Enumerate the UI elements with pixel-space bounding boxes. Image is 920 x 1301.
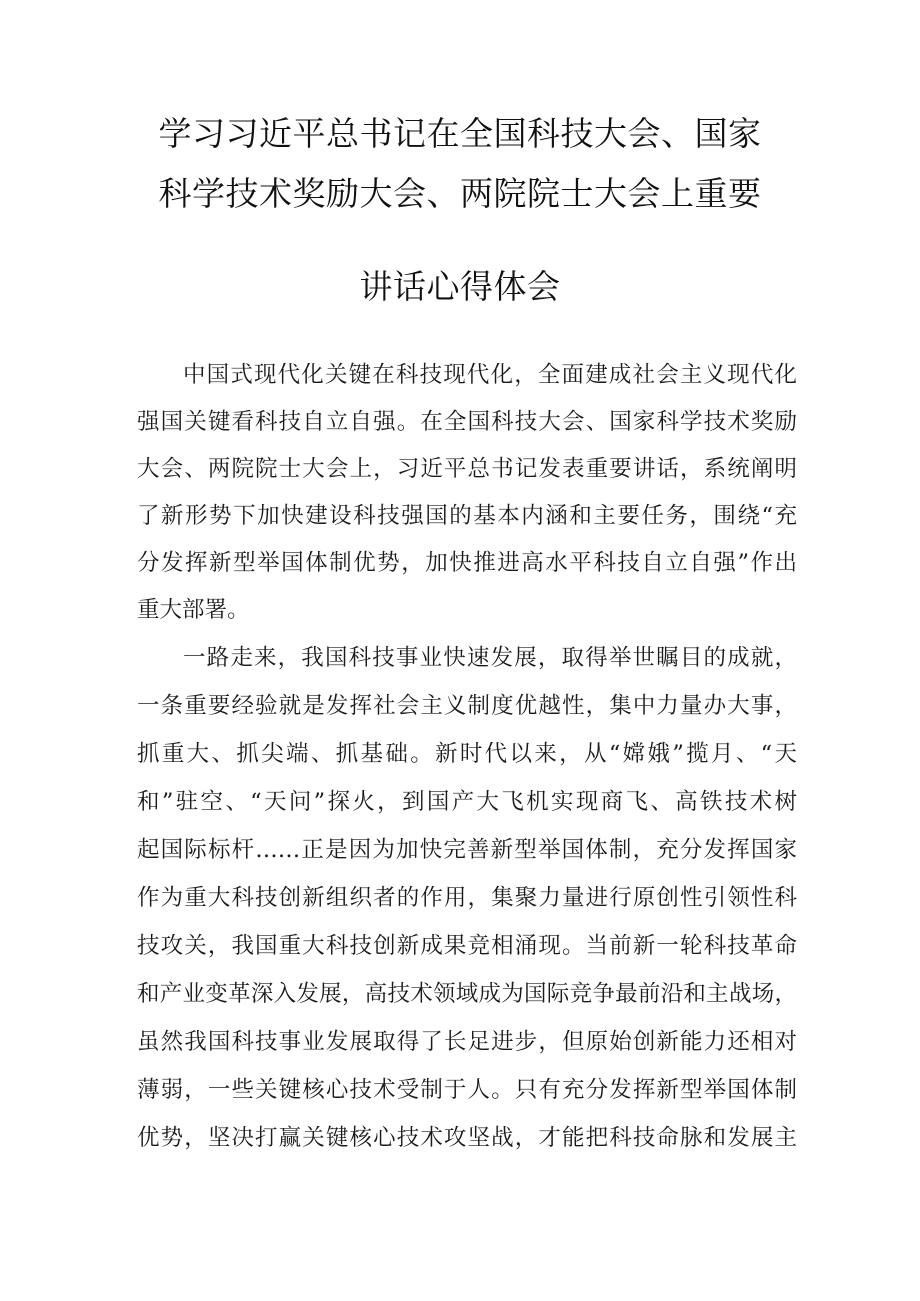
paragraph-1-line-6: 重大部署。: [137, 597, 250, 623]
paragraph-2-line-10: 薄弱，一些关键核心技术受制于人。只有充分发挥新型举国体制: [137, 1077, 797, 1103]
paragraph-2-line-11: 优势，坚决打赢关键核心技术攻坚战，才能把科技命脉和发展主: [137, 1125, 797, 1151]
paragraph-2-line-4: 和”驻空、“天问”探火，到国产大飞机实现商飞、高铁技术树: [137, 789, 797, 815]
paragraph-1-line-5: 分发挥新型举国体制优势，加快推进高水平科技自立自强”作出: [137, 550, 797, 576]
paragraph-1-line-3: 大会、两院院士大会上，习近平总书记发表重要讲话，系统阐明: [137, 456, 797, 482]
paragraph-1-line-1: 中国式现代化关键在科技现代化，全面建成社会主义现代化: [183, 362, 797, 388]
document-title-line-2: 科学技术奖励大会、两院院士大会上重要: [158, 174, 762, 213]
paragraph-2-line-7: 技攻关，我国重大科技创新成果竞相涌现。当前新一轮科技革命: [137, 933, 797, 959]
document-title-line-3: 讲话心得体会: [359, 267, 561, 306]
paragraph-2-line-5: 起国际标杆……正是因为加快完善新型举国体制，充分发挥国家: [137, 837, 797, 863]
paragraph-2-line-8: 和产业变革深入发展，高技术领域成为国际竞争最前沿和主战场，: [137, 981, 797, 1007]
paragraph-2-line-1: 一路走来，我国科技事业快速发展，取得举世瞩目的成就，: [183, 645, 797, 671]
document-title-line-1: 学习习近平总书记在全国科技大会、国家: [158, 114, 762, 153]
paragraph-2-line-9: 虽然我国科技事业发展取得了长足进步，但原始创新能力还相对: [137, 1029, 797, 1055]
paragraph-2-line-2: 一条重要经验就是发挥社会主义制度优越性，集中力量办大事，: [137, 693, 797, 719]
paragraph-1-line-2: 强国关键看科技自立自强。在全国科技大会、国家科学技术奖励: [137, 409, 797, 435]
paragraph-1-line-4: 了新形势下加快建设科技强国的基本内涵和主要任务，围绕“充: [137, 503, 797, 529]
paragraph-2-line-3: 抓重大、抓尖端、抓基础。新时代以来，从“嫦娥”揽月、“天: [137, 741, 797, 767]
paragraph-2-line-6: 作为重大科技创新组织者的作用，集聚力量进行原创性引领性科: [137, 885, 797, 911]
